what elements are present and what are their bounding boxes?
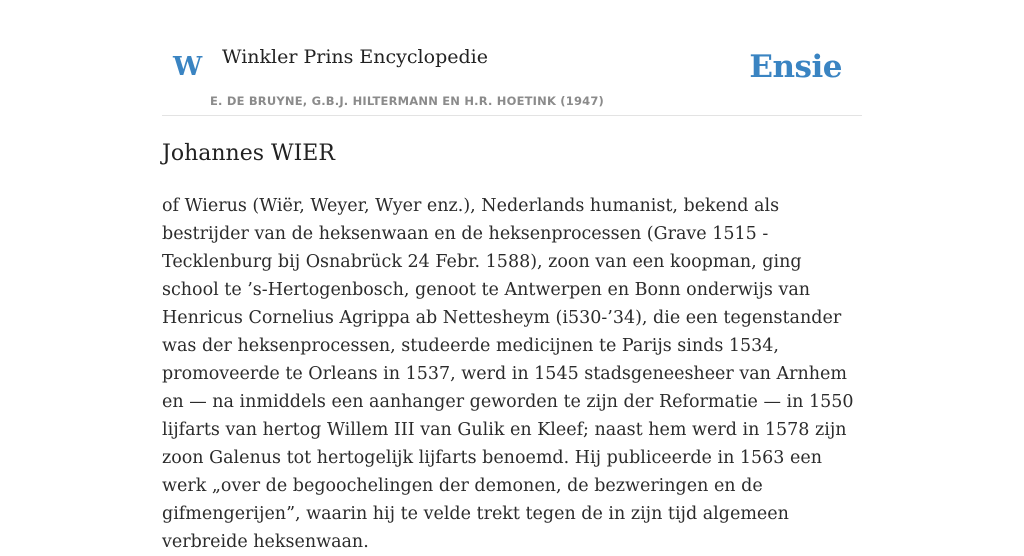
site-header [162,40,862,116]
source-authors: E. DE BRUYNE, G.B.J. HILTERMANN EN H.R. HOETINK (1947) [210,94,605,108]
entry-body: of Wierus (Wiër, Weyer, Wyer enz.), Nederlands humanist, bekend als bestrijder van de heksenwaan en de heksenprocessen (Grave 1515 - Tecklenburg bij Osnabrück 24 Febr. 1588), zoon van een koopman, ging school te ’s-Hertogenbosch, genoot te Antwerpen en Bonn onderwijs van Henricus Cornelius Agrippa ab Nettesheym (i530-’34), die een tegenstander was der heksenprocessen, studeerde medicijnen te Parijs sinds 1534, promoveerde te Orleans in 1537, werd in 1545 stadsgeneesheer van Arnhem en — na inmiddels een aanhanger geworden te zijn der Reformatie — in 1550 lijfarts van hertog Willem III van Gulik en Kleef; naast hem werd in 1578 zijn zoon Galenus tot hertogelijk lijfarts benoemd. Hij publiceerde in 1563 een werk „over de begoochelingen der demonen, de bezweringen en de gifmengerijen”, waarin hij te velde trekt tegen de in zijn tijd algemeen verbreide heksenwaan. [162,196,854,552]
entry-title: Johannes WIER [162,141,335,166]
winkler-prins-logo[interactable]: W [173,52,203,82]
source-title[interactable]: Winkler Prins Encyclopedie [222,46,488,68]
ensie-logo[interactable]: Ensie [749,49,842,85]
